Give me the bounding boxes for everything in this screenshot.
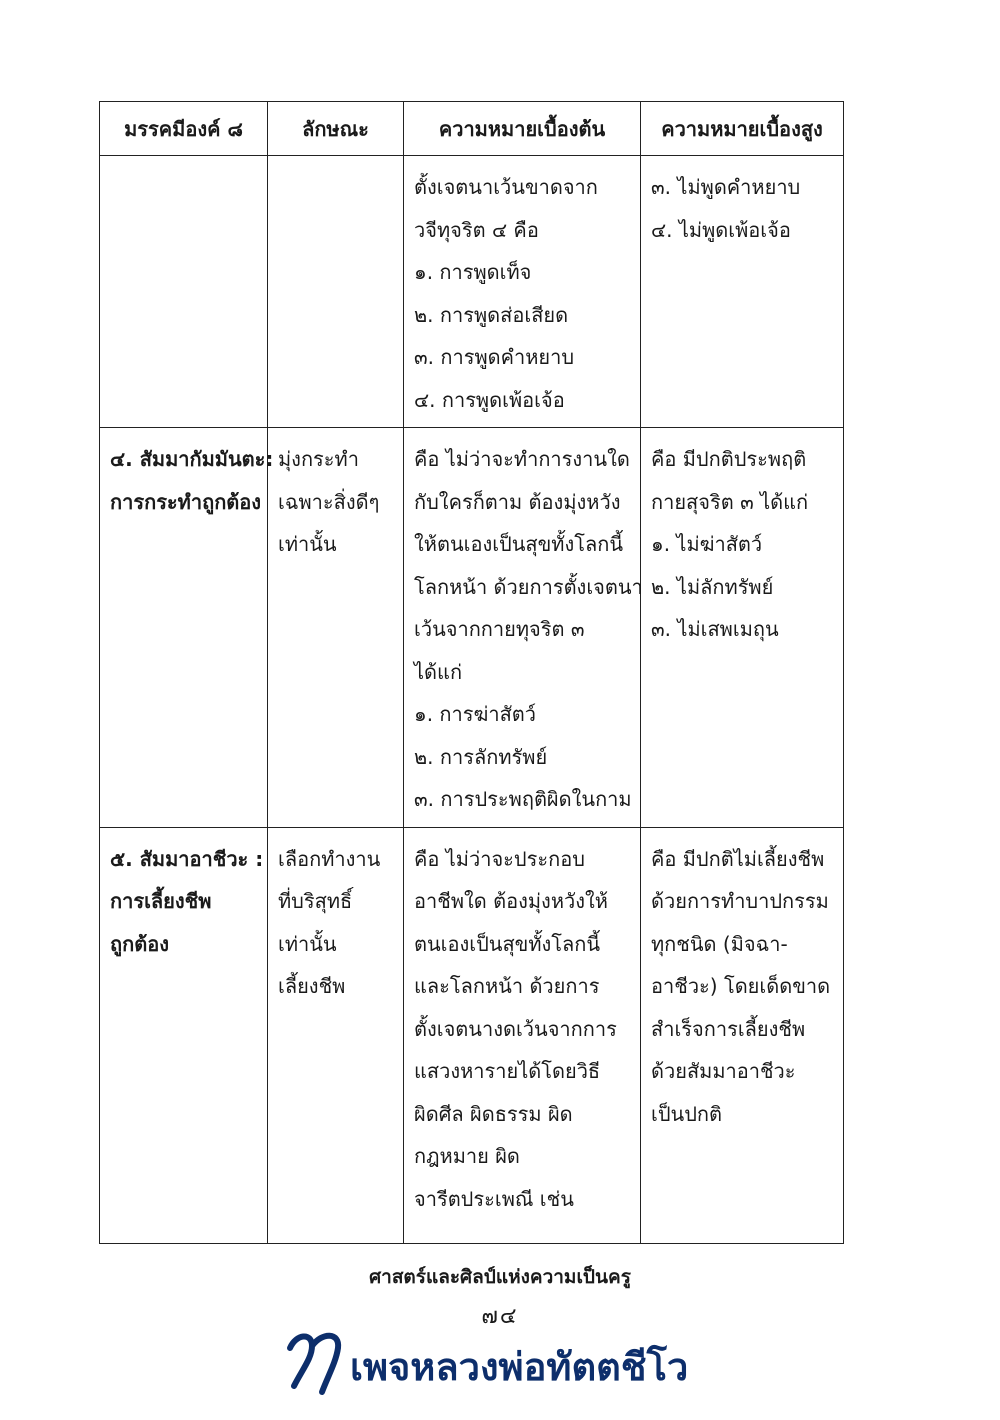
text-line: อาชีวะ) โดยเด็ดขาด bbox=[651, 974, 831, 998]
header-path-factor: มรรคมีองค์ ๘ bbox=[100, 102, 268, 156]
cell-advanced-meaning bbox=[641, 156, 844, 428]
cell-advanced-meaning bbox=[641, 827, 844, 1243]
cell-characteristic bbox=[268, 827, 404, 1243]
cell-basic-meaning bbox=[404, 827, 641, 1243]
cell-path-factor bbox=[100, 827, 268, 1243]
text-line: แสวงหารายได้โดยวิธี bbox=[414, 1059, 601, 1083]
text-line: ๒. การพูดส่อเสียด bbox=[414, 302, 569, 327]
book-title: ศาสตร์และศิลป์แห่งความเป็นครู bbox=[369, 1266, 631, 1288]
text-line: กับใครก็ตาม ต้องมุ่งหวัง bbox=[414, 489, 621, 514]
text-line: ๓. การพูดคำหยาบ bbox=[414, 345, 575, 369]
text-line: เป็นปกติ bbox=[651, 1101, 722, 1126]
text-line: ๔. ไม่พูดเพ้อเจ้อ bbox=[651, 217, 791, 242]
text-line: คือ มีปกติประพฤติ bbox=[651, 447, 807, 471]
text-line: เว้นจากกายทุจริต ๓ bbox=[414, 617, 585, 641]
text-line: เลือกทำงาน bbox=[278, 846, 381, 871]
content-table bbox=[99, 101, 844, 1244]
text-line: ๔. สัมมากัมมันตะ: bbox=[110, 447, 274, 471]
table-header-row bbox=[100, 102, 844, 156]
header-advanced-meaning: ความหมายเบื้องสูง bbox=[641, 102, 844, 156]
text-line: ที่บริสุทธิ์ bbox=[278, 889, 353, 913]
text-line: สำเร็จการเลี้ยงชีพ bbox=[651, 1016, 806, 1041]
text-line: คือ ไม่ว่าจะทำการงานใด bbox=[414, 447, 630, 471]
cell-advanced-meaning bbox=[641, 428, 844, 828]
cell-path-factor bbox=[100, 428, 274, 828]
text-line: ๒. การลักทรัพย์ bbox=[414, 744, 548, 769]
header-characteristic: ลักษณะ bbox=[268, 102, 404, 156]
text-line: เฉพาะสิ่งดีๆ bbox=[278, 489, 380, 514]
text-line: ทุกชนิด (มิจฉา- bbox=[651, 931, 788, 956]
text-line: มุ่งกระทำ bbox=[278, 447, 359, 471]
text-line: ได้แก่ bbox=[414, 659, 463, 684]
cell-basic-meaning bbox=[404, 156, 641, 428]
text-line: กฎหมาย ผิด bbox=[414, 1144, 520, 1168]
text-line: ๒. ไม่ลักทรัพย์ bbox=[651, 574, 774, 599]
text-line: ถูกต้อง bbox=[110, 931, 169, 956]
logo-mark-icon bbox=[282, 1326, 354, 1396]
cell-characteristic bbox=[268, 156, 404, 428]
text-line: ๑. ไม่ฆ่าสัตว์ bbox=[651, 532, 763, 556]
cell-basic-meaning bbox=[404, 428, 641, 828]
table-row bbox=[100, 428, 844, 828]
text-line: การเลี้ยงชีพ bbox=[110, 889, 212, 913]
text-line: คือ มีปกติไม่เลี้ยงชีพ bbox=[651, 846, 825, 871]
text-line: วจีทุจริต ๔ คือ bbox=[414, 217, 539, 242]
text-line: เท่านั้น bbox=[278, 931, 337, 956]
text-line: จารีตประเพณี เช่น bbox=[414, 1186, 574, 1211]
text-line: ๓. การประพฤติผิดในกาม bbox=[414, 787, 632, 811]
text-line: ด้วยสัมมาอาชีวะ bbox=[651, 1059, 796, 1083]
text-line: ๓. ไม่พูดคำหยาบ bbox=[651, 175, 801, 199]
page-logo bbox=[282, 1326, 722, 1396]
logo-text: เพจหลวงพ่อทัตตชีโว bbox=[350, 1345, 689, 1389]
text-line: ผิดศีล ผิดธรรม ผิด bbox=[414, 1101, 573, 1126]
cell-characteristic bbox=[268, 428, 404, 828]
text-line: ๑. การฆ่าสัตว์ bbox=[414, 702, 536, 726]
table-row bbox=[100, 156, 844, 428]
page-number: ๗๔ bbox=[481, 1304, 519, 1329]
text-line: ๔. การพูดเพ้อเจ้อ bbox=[414, 387, 565, 412]
text-line: ตั้งเจตนางดเว้นจากการ bbox=[414, 1016, 617, 1041]
text-line: ให้ตนเองเป็นสุขทั้งโลกนี้ bbox=[414, 532, 624, 556]
cell-path-factor bbox=[100, 156, 268, 428]
text-line: การกระทำถูกต้อง bbox=[110, 489, 262, 514]
text-line: เลี้ยงชีพ bbox=[278, 974, 346, 998]
text-line: คือ ไม่ว่าจะประกอบ bbox=[414, 846, 585, 871]
text-line: ตนเองเป็นสุขทั้งโลกนี้ bbox=[414, 931, 601, 956]
text-line: กายสุจริต ๓ ได้แก่ bbox=[651, 489, 809, 514]
text-line: และโลกหน้า ด้วยการ bbox=[414, 974, 600, 998]
header-basic-meaning: ความหมายเบื้องต้น bbox=[404, 102, 641, 156]
text-line: ตั้งเจตนาเว้นขาดจาก bbox=[414, 175, 598, 199]
table-row bbox=[100, 827, 844, 1243]
text-line: ๓. ไม่เสพเมถุน bbox=[651, 617, 779, 641]
text-line: ๕. สัมมาอาชีวะ : bbox=[110, 846, 264, 871]
text-line: โลกหน้า ด้วยการตั้งเจตนา bbox=[414, 574, 643, 599]
text-line: อาชีพใด ต้องมุ่งหวังให้ bbox=[414, 889, 608, 913]
text-line: ๑. การพูดเท็จ bbox=[414, 260, 532, 284]
text-line: เท่านั้น bbox=[278, 532, 337, 556]
text-line: ด้วยการทำบาปกรรม bbox=[651, 889, 829, 913]
